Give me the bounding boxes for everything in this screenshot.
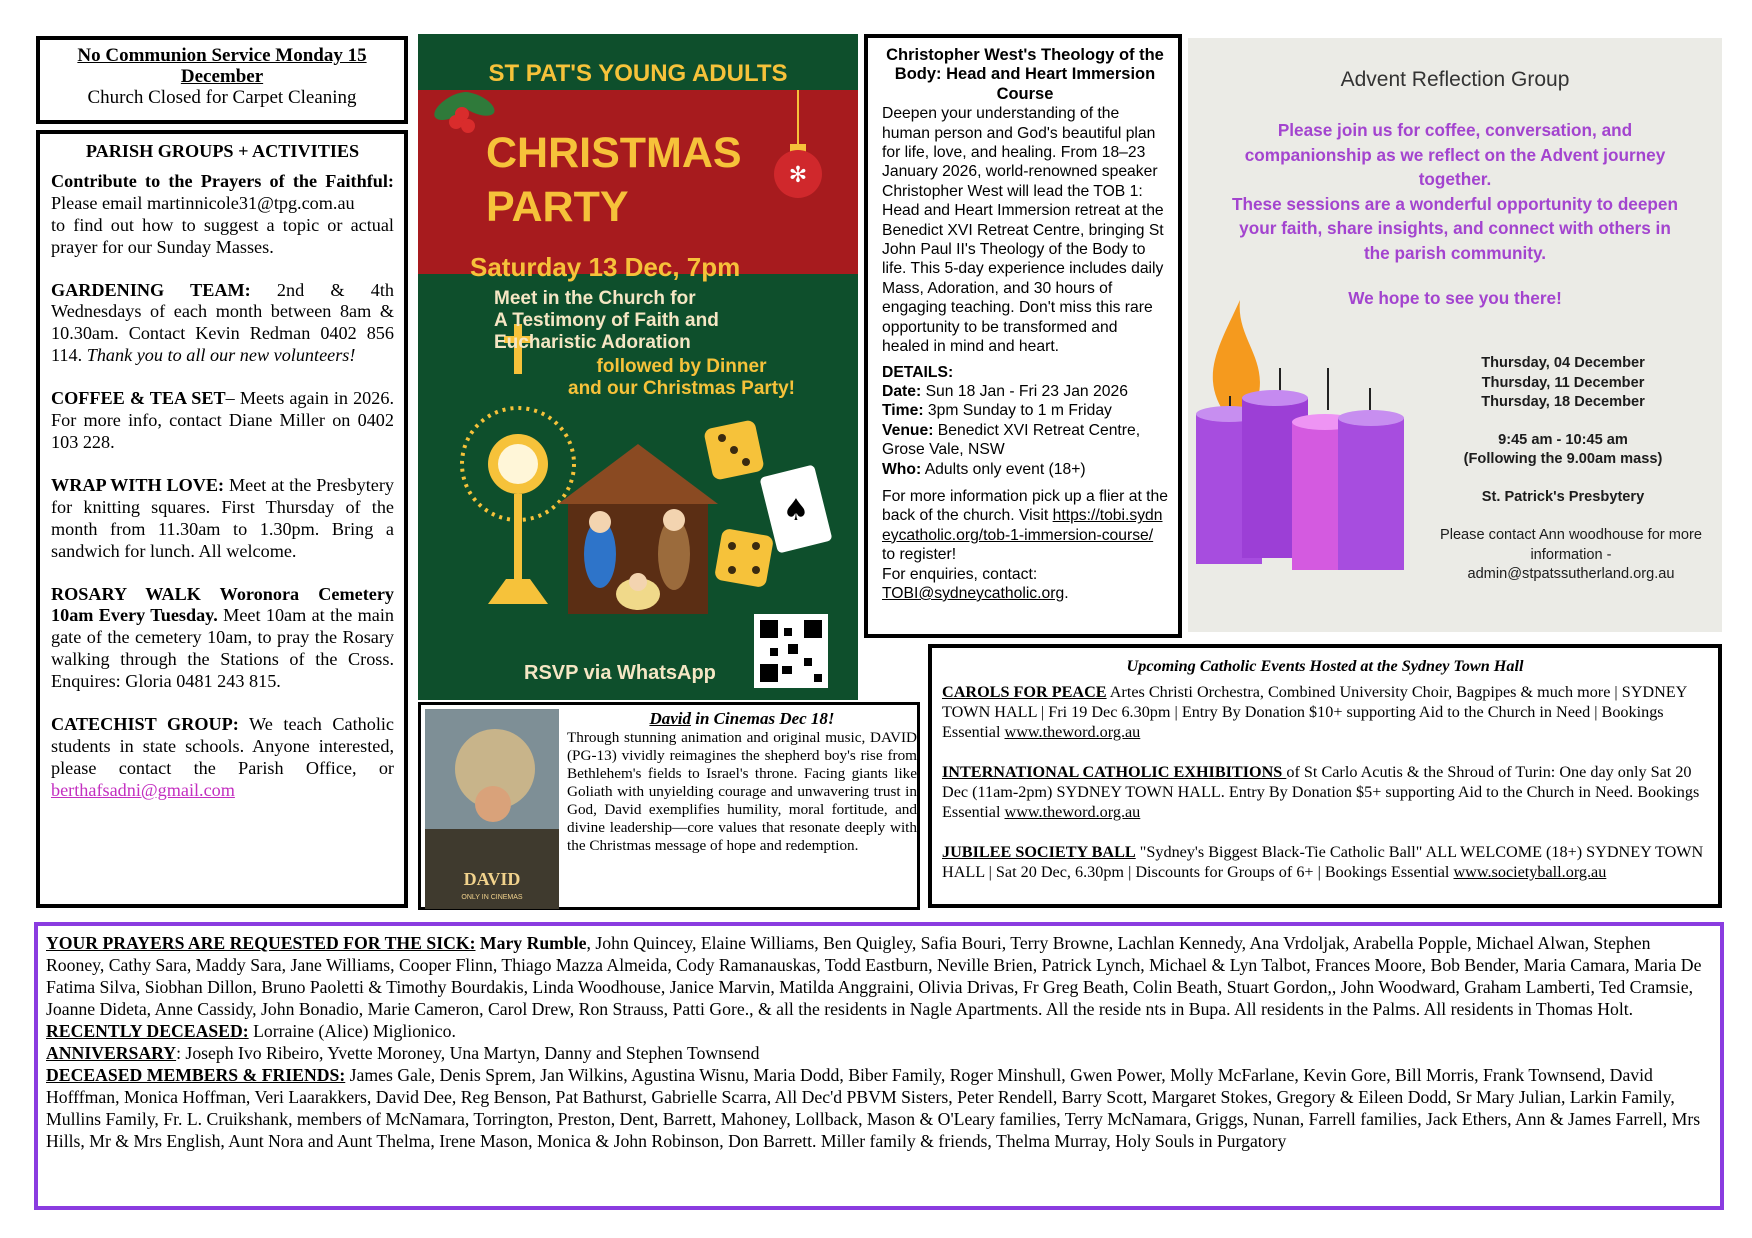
tob-intro: Deepen your understanding of the human person and God's beautiful plan for life, love, and healing. From 18–23 January 2026, world-renowned speaker Christopher West will lead the TOB 1: Head and Heart Immersion retreat at the Benedict XVI Retreat Centre, bringing St John Paul II's Theology of the Body to life. This 5-day experience includes daily Mass, Adoration, and 30 hours of engaging teaching. Don't miss this rare opportunity to be transformed and healed in mind and heart.	[882, 105, 1164, 356]
gardening-item: GARDENING TEAM: 2nd & 4th Wednesdays of each month between 8am & 10.30am. Contact Kevin Redman 0402 856 114. Thank you to all our new volunteers!	[51, 279, 395, 366]
svg-text:♠: ♠	[782, 493, 810, 528]
town-hall-events	[928, 644, 1722, 908]
david-poster-image	[425, 709, 559, 909]
david-body: Through stunning animation and original music, DAVID (PG-13) vividly reimagines the shepherd boy's rise from Bethlehem's fields to Israel's throne. Facing giants like Goliath with unyielding courage and unwavering trust in God, David exemplifies humility, moral fortitude, and divine leadership—core values that resonate deeply with the Christmas message of hope and redemption.	[567, 729, 917, 854]
prayers-email: martinnicole31@tpg.com.au	[146, 192, 355, 213]
advent-reflection-panel	[1188, 38, 1722, 632]
ball-link[interactable]: www.societyball.org.au	[1453, 863, 1607, 881]
advent-title: Advent Reflection Group	[1340, 68, 1570, 91]
notice-title: No Communion Service Monday 15 December	[77, 45, 367, 87]
advent-email: admin@stpatssutherland.org.au	[1467, 566, 1675, 583]
closure-notice	[36, 36, 408, 124]
poster-title: CHRISTMAS PARTY	[486, 129, 742, 231]
qr-code-icon	[754, 614, 828, 688]
rosary-item: ROSARY WALK Woronora Cemetery 10am Every Tuesday. Meet 10am at the main gate of the cemetery 10am, to pray the Rosary walking through the Stations of the Cross. Enquires: Gloria 0481 243 815.	[51, 583, 394, 692]
recently-deceased: RECENTLY DECEASED: Lorraine (Alice) Miglionico.	[46, 1021, 456, 1041]
notice-subtitle: Church Closed for Carpet Cleaning	[87, 87, 357, 108]
david-text	[567, 709, 917, 855]
prayers-faithful-item: Contribute to the Prayers of the Faithful: Please email martinnicole31@tpg.com.au to find out how to suggest a topic or actual prayer for our Sunday Masses.	[51, 170, 394, 257]
carols-link[interactable]: www.theword.org.au	[1004, 723, 1141, 741]
advent-invitation: Please join us for coffee, conversation, and companionship as we reflect on the Advent journey together. These sessions are a wonderful opportunity to deepen your faith, share insights, and connect with others in the parish community. We hope to see you there!	[1231, 120, 1678, 308]
christmas-party-poster	[418, 34, 858, 700]
david-title: David in Cinemas Dec 18!	[649, 709, 835, 728]
prayers-panel	[34, 922, 1724, 1210]
poster-top: ST PAT'S YOUNG ADULTS	[488, 60, 788, 87]
david-poster-sub: ONLY IN CINEMAS	[461, 894, 523, 901]
parish-heading: PARISH GROUPS + ACTIVITIES	[85, 141, 360, 161]
david-movie-box	[418, 702, 920, 910]
tob-title: Christopher West's Theology of the Body: Head and Heart Immersion Course	[886, 46, 1164, 103]
wrap-item: WRAP WITH LOVE: Meet at the Presbytery for knitting squares. First Thursday of the month from 11.30am to 1.30pm. Bring a sandwich for lunch. All welcome.	[51, 474, 395, 561]
tob-course-box	[864, 34, 1182, 638]
poster-follow: followed by Dinner and our Christmas Party!	[568, 356, 795, 399]
tob-email-link[interactable]: TOBI@sydneycatholic.org	[882, 584, 1065, 602]
parish-groups-panel	[36, 130, 408, 908]
advent-contact: Please contact Ann woodhouse for more information - admin@stpatssutherland.org.au	[1426, 526, 1716, 585]
monstrance-icon	[462, 324, 574, 604]
tob-more-info: For more information pick up a flier at the back of the church. Visit https://tobi.sydneycatholic.org/tob-1-immersion-course/ to register! For enquiries, contact: TOBI@sydneycatholic.org.	[882, 487, 1168, 602]
candle-icon	[1196, 390, 1404, 570]
poster-date: Saturday 13 Dec, 7pm	[470, 252, 741, 282]
catechist-email-link[interactable]: berthafsadni@gmail.com	[51, 779, 235, 800]
deceased-members: DECEASED MEMBERS & FRIENDS: James Gale, Denis Sprem, Jan Wilkins, Agustina Wisnu, Maria Dodd, Biber Family, Roger Minshull, Gwen Power, Molly McFarlane, Kevin Gore, Bill Morris, Frank Townsend, David Hofffman, Monica Hoffman, Veri Laarakkers, David Dee, Reg Benson, Pat Bathurst, Gabrielle Scarra, All Dec'd PBVM Sisters, Peter Rendell, Barry Scott, Margaret Stokes, Gregory & Eileen Dodd, Sr Mary Julian, Larkin Family, Mullins Family, Fr. L. Cruikshank, members of McNamara, Torrington, Preston, Dent, Barrett, Mahoney, Lollback, Mason & O'Leary families, Terry McNamara, Griggs, Nunan, Farrell families, Jack Ethers, Ann & James Farrell, Mrs Hills, Mr & Mrs English, Aunt Nora and Aunt Thelma, Irene Mason, Monica & John Robinson, Don Barrett. Miller family & friends, Thelma Murray, Holy Souls in Purgatory	[46, 1065, 1701, 1151]
exhibitions-item: INTERNATIONAL CATHOLIC EXHIBITIONS of St Carlo Acutis & the Shroud of Turin: One day only Sat 20 Dec (11am-2pm) SYDNEY TOWN HALL. Entry By Donation $5+ supporting Aid to the Church in Need. Bookings Essential www.theword.org.au	[942, 763, 1700, 821]
nativity-icon	[558, 444, 718, 614]
advent-schedule: Thursday, 04 December Thursday, 11 December Thursday, 18 December 9:45 am - 10:45 am (Following the 9.00am mass) St. Patrick's Presbytery	[1463, 355, 1663, 505]
poster-meet: Meet in the Church for A Testimony of Faith and Eucharistic Adoration	[494, 288, 719, 353]
events-title: Upcoming Catholic Events Hosted at the Sydney Town Hall	[1126, 657, 1524, 675]
catechist-item: CATECHIST GROUP: We teach Catholic students in state schools. Anyone interested, please contact the Parish Office, or berthafsadni@gmail.com	[51, 714, 394, 800]
tob-details: DETAILS: Date: Sun 18 Jan - Fri 23 Jan 2026 Time: 3pm Sunday to 1 m Friday Venue: Benedict XVI Retreat Centre, Grose Vale, NSW Who: Adults only event (18+)	[882, 363, 1141, 478]
poster-rsvp: RSVP via WhatsApp	[524, 662, 716, 684]
coffee-item: COFFEE & TEA SET– Meets again in 2026. For more info, contact Diane Miller on 0402 103 228.	[51, 388, 395, 452]
anniversary: ANNIVERSARY: Joseph Ivo Ribeiro, Yvette Moroney, Una Martyn, Danny and Stephen Townsend	[46, 1043, 760, 1063]
ornament-icon	[774, 90, 822, 198]
sick-list: YOUR PRAYERS ARE REQUESTED FOR THE SICK: Mary Rumble, John Quincey, Elaine Williams, Ben Quigley, Safia Bouri, Terry Browne, Lachlan Kennedy, Ana Vrdoljak, Arabella Popple, Michael Alwan, Stephen Rooney, Cathy Sara, Maddy Sara, Jane Williams, Cooper Flinn, Thiago Mazza Almeida, Cody Ramanauskas, Todd Eastburn, Neville Brien, Patrick Lynch, Michael & Lyn Talbot, Frances Moore, Bob Bender, Maria Camara, Maria De Fatima Silva, Siobhan Dillon, Bruno Paoletti & Timothy Bourdakis, Linda Woodhouse, Janice Marvin, Matilda Anggraini, Olivia Drivas, Fr Greg Beath, Colin Beath, Stuart Gordon,, John Woodward, Graham Lamberti, Ted Cramsie, Joanne Dideta, Anne Cassidy, John Bonadio, Marie Cameron, Carol Drew, Ron Strauss, Patti Gore., & all the residents in Nagle Apartments. All the reside nts in Bupa. All residents in the Palms. All residents in Thomas Holt.	[46, 933, 1702, 1019]
exhibitions-link[interactable]: www.theword.org.au	[1004, 803, 1141, 821]
tob-register-link[interactable]: https://tobi.sydneycatholic.org/tob-1-immersion-course/	[882, 507, 1163, 544]
ball-item: JUBILEE SOCIETY BALL "Sydney's Biggest Black-Tie Catholic Ball" ALL WELCOME (18+) SYDNEY TOWN HALL | Sat 20 Dec, 6.30pm | Discounts for Groups of 6+ | Bookings Essential www.societyball.org.au	[942, 843, 1704, 881]
svg-text:✻: ✻	[788, 163, 808, 188]
david-poster-title: DAVID	[463, 869, 521, 889]
carols-item: CAROLS FOR PEACE Artes Christi Orchestra, Combined University Choir, Bagpipes & much more | SYDNEY TOWN HALL | Fri 19 Dec 6.30pm | Entry By Donation $10+ supporting Aid to the Church in Need | Bookings Essential www.theword.org.au	[942, 683, 1687, 741]
